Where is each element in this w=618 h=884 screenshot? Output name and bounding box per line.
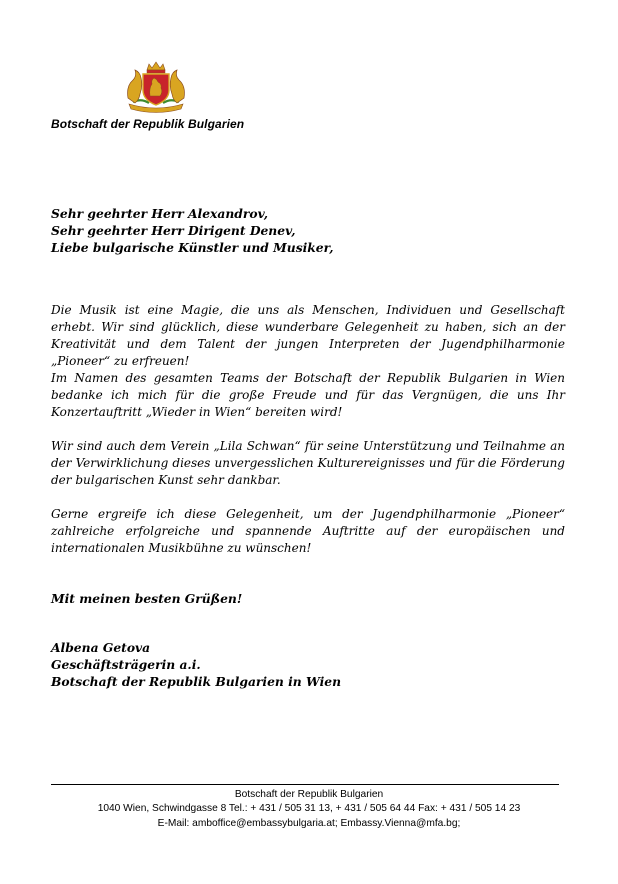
embassy-header: Botschaft der Republik Bulgarien: [51, 117, 245, 131]
body-paragraph: Wir sind auch dem Verein „Lila Schwan“ für seine Unterstützung und Teilnahme an der Verwirklichung dieses unvergesslichen Kulturereignisses und für die Förderung der bulgarischen Kunst sehr dankbar.: [51, 439, 565, 487]
body-paragraph: Die Musik ist eine Magie, die uns als Menschen, Individuen und Gesellschaft erhebt. Wir sind glücklich, diese wunderbare Gelegenheit zu haben, sich an der Kreativität und dem Talent der jungen Interpreten der Jugendphilharmonie „Pioneer“ zu erfreuen!: [51, 303, 565, 368]
greeting-line: Liebe bulgarische Künstler und Musiker,: [51, 240, 334, 255]
bulgarian-coat-of-arms-icon: [123, 58, 189, 114]
body-paragraph: Gerne ergreife ich diese Gelegenheit, um der Jugendphilharmonie „Pioneer“ zahlreiche erfolgreiche und spannende Auftritte auf der europäischen und internationalen Musikbühne zu wünschen!: [51, 507, 565, 555]
signatory-name: Albena Getova: [51, 640, 151, 655]
signature-block: [51, 639, 341, 690]
greeting-line: Sehr geehrter Herr Alexandrov,: [51, 206, 268, 221]
signatory-organization: Botschaft der Republik Bulgarien in Wien: [51, 674, 342, 689]
footer-address-contacts: 1040 Wien, Schwindgasse 8 Tel.: + 431 / 505 31 13, + 431 / 505 64 44 Fax: + 431 / 505 14 23: [97, 803, 521, 815]
footer-email: E-Mail: amboffice@embassybulgaria.at; Embassy.Vienna@mfa.bg;: [157, 817, 461, 829]
footer-divider: [51, 784, 559, 785]
closing-line: Mit meinen besten Grüßen!: [51, 591, 243, 606]
body-paragraph: Im Namen des gesamten Teams der Botschaft der Republik Bulgarien in Wien bedanke ich mich für die große Freude und für das Vergnügen, die uns Ihr Konzertauftritt „Wieder in Wien“ bereiten wird!: [51, 371, 565, 419]
footer-org-name: Botschaft der Republik Bulgarien: [234, 789, 384, 800]
greeting-block: [51, 205, 334, 256]
footer: [40, 788, 578, 831]
greeting-line: Sehr geehrter Herr Dirigent Denev,: [51, 223, 296, 238]
signatory-title: Geschäftsträgerin a.i.: [51, 657, 201, 672]
